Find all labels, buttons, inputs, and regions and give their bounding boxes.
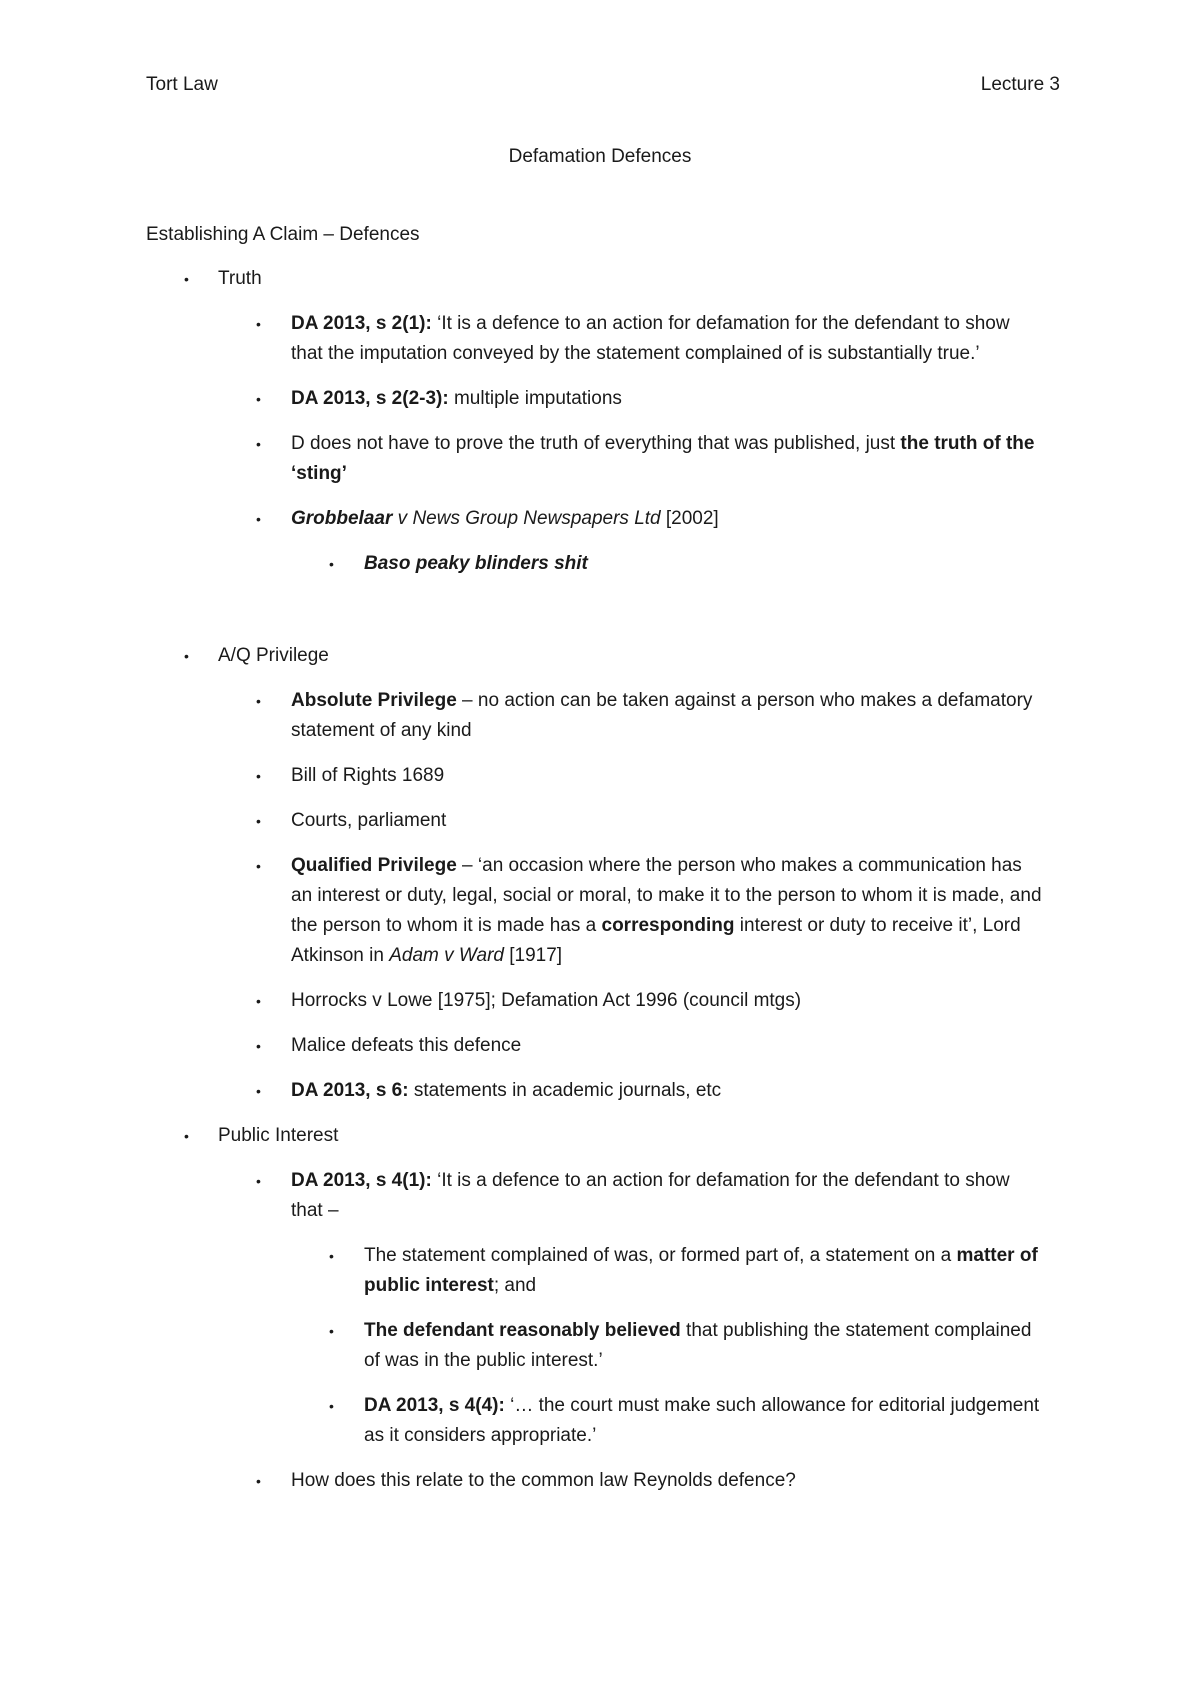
list-item <box>146 1391 1046 1451</box>
bullet-icon: • <box>184 1128 189 1144</box>
note-text: Courts, parliament <box>291 810 447 831</box>
bullet-icon: • <box>256 1083 261 1099</box>
header-lecture: Lecture 3 <box>980 74 1060 95</box>
quote-text: ‘It is a defence to an action for defamation for the defendant to show that – <box>291 1170 1010 1221</box>
bullet-icon: • <box>256 316 261 332</box>
list-item <box>146 1031 1046 1061</box>
bullet-icon: • <box>184 648 189 664</box>
bullet-icon: • <box>329 556 334 572</box>
list-item <box>146 429 1046 489</box>
quote-text: – ‘an occasion where the person who makes a communication has an interest or duty, legal, social or moral, to make it to the person to whom it is made, and the person to whom it is made has a <box>291 855 1042 936</box>
bullet-icon: • <box>256 813 261 829</box>
list-item <box>146 851 1046 971</box>
quote-text: ; and <box>493 1275 537 1296</box>
note-text: D does not have to prove the truth of everything that was published, just <box>291 433 901 454</box>
quote-text: that publishing the statement complained of was in the public interest.’ <box>364 1320 1032 1371</box>
quote-text: The statement complained of was, or formed part of, a statement on a <box>364 1245 957 1266</box>
statute-ref: DA 2013, s 4(1): <box>291 1170 432 1191</box>
bullet-icon: • <box>329 1248 334 1264</box>
term: Qualified Privilege <box>291 855 457 876</box>
defences-list <box>146 264 1046 1496</box>
term: Absolute Privilege <box>291 690 457 711</box>
note-text: – no action can be taken against a person who makes a defamatory statement of any kind <box>291 690 1033 741</box>
bullet-icon: • <box>256 1038 261 1054</box>
note-text: Malice defeats this defence <box>291 1035 522 1056</box>
emphasis-text: the truth of the ‘sting’ <box>291 433 1035 484</box>
bullet-icon: • <box>256 511 261 527</box>
defence-label: Truth <box>218 268 262 289</box>
case-connector: v <box>392 508 413 529</box>
quote-text: ‘… the court must make such allowance for editorial judgement as it considers appropriate.’ <box>364 1395 1040 1446</box>
statute-ref: DA 2013, s 2(2-3): <box>291 388 449 409</box>
list-item <box>146 1076 1046 1106</box>
defence-label: Public Interest <box>218 1125 339 1146</box>
document-title: Defamation Defences <box>508 146 692 167</box>
list-item <box>146 986 1046 1016</box>
note-text: Baso peaky blinders shit <box>364 553 588 574</box>
note-text: multiple imputations <box>448 388 622 409</box>
bullet-icon: • <box>256 993 261 1009</box>
list-item <box>146 1166 1046 1226</box>
list-item <box>146 549 1046 579</box>
list-item-public-interest <box>146 1121 1046 1151</box>
bullet-icon: • <box>184 271 189 287</box>
statute-ref: DA 2013, s 4(4): <box>364 1395 505 1416</box>
note-text: How does this relate to the common law Reynolds defence? <box>291 1470 796 1491</box>
list-item <box>146 309 1046 369</box>
bullet-icon: • <box>256 1473 261 1489</box>
document-body <box>146 220 1046 1511</box>
emphasis-text: corresponding <box>601 915 735 936</box>
bullet-icon: • <box>256 858 261 874</box>
list-item <box>146 1466 1046 1496</box>
quote-text: ‘It is a defence to an action for defamation for the defendant to show that the imputation conveyed by the statement complained of is substantially true.’ <box>291 313 1010 364</box>
statute-ref: DA 2013, s 6: <box>291 1080 409 1101</box>
bullet-icon: • <box>329 1323 334 1339</box>
list-item <box>146 761 1046 791</box>
header-course: Tort Law <box>146 74 218 95</box>
bullet-icon: • <box>256 768 261 784</box>
note-text: Bill of Rights 1689 <box>291 765 445 786</box>
list-item <box>146 686 1046 746</box>
case-name: Adam v Ward <box>389 945 504 966</box>
list-item <box>146 1316 1046 1376</box>
list-item <box>146 504 1046 534</box>
note-text: Horrocks v Lowe [1975]; Defamation Act 1996 (council mtgs) <box>291 990 802 1011</box>
case-name: News Group Newspapers Ltd <box>412 508 661 529</box>
quote-text: interest or duty to receive it’, Lord Atkinson in <box>291 915 1021 966</box>
list-item-privilege <box>146 641 1046 671</box>
bullet-icon: • <box>256 693 261 709</box>
list-item <box>146 1241 1046 1301</box>
bullet-icon: • <box>256 391 261 407</box>
case-name: Grobbelaar <box>291 508 393 529</box>
bullet-icon: • <box>329 1398 334 1414</box>
bullet-icon: • <box>256 436 261 452</box>
note-text: statements in academic journals, etc <box>408 1080 722 1101</box>
case-year: [1917] <box>503 945 563 966</box>
defence-label: A/Q Privilege <box>218 645 329 666</box>
list-item <box>146 806 1046 836</box>
case-year: [2002] <box>660 508 719 529</box>
list-item <box>146 384 1046 414</box>
emphasis-text: matter of public interest <box>364 1245 1038 1296</box>
section-heading: Establishing A Claim – Defences <box>146 224 420 245</box>
list-item-truth <box>146 264 1046 294</box>
emphasis-text: The defendant reasonably believed <box>364 1320 681 1341</box>
bullet-icon: • <box>256 1173 261 1189</box>
statute-ref: DA 2013, s 2(1): <box>291 313 432 334</box>
